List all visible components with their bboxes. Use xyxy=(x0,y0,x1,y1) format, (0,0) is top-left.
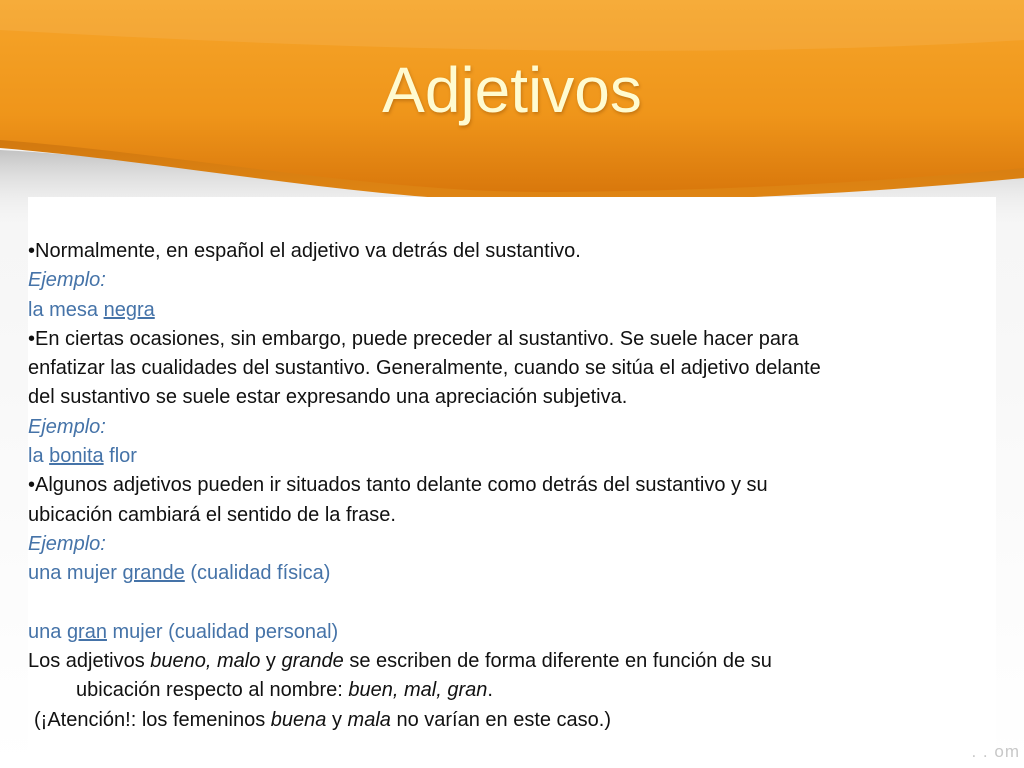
slide-title: Adjetivos xyxy=(382,54,642,126)
p4-text-5: . xyxy=(487,679,493,702)
blank-line xyxy=(28,589,996,618)
example-3b-post: mujer (cualidad personal) xyxy=(106,620,339,643)
p4-italic-3: buen, mal, gran xyxy=(348,679,488,702)
p4-text-2: y xyxy=(260,650,282,673)
example-2-pre: la xyxy=(28,445,50,468)
example-label-3: Ejemplo: xyxy=(28,532,106,555)
footer-watermark: . . om xyxy=(971,742,1020,761)
paragraph-1-bullet: •Normalmente, en español el adjetivo va detrás del sustantivo. xyxy=(28,240,581,262)
paragraph-4-line-2 xyxy=(28,676,996,705)
paragraph-2-line-3: del sustantivo se suele estar expresando una apreciación subjetiva. xyxy=(28,386,628,409)
example-3b-adjective: gran xyxy=(66,620,107,643)
paragraph-3-line-1: •Algunos adjetivos pueden ir situados tanto delante como detrás del sustantivo y su xyxy=(28,474,768,497)
example-1-text: la mesa xyxy=(28,298,104,321)
p5-text-2: y xyxy=(326,708,348,731)
p5-italic-1: buena xyxy=(270,708,327,731)
example-2-adjective: bonita xyxy=(49,445,104,468)
paragraph-2-line-2: enfatizar las cualidades del sustantivo. Generalmente, cuando se sitúa el adjetivo delante xyxy=(28,357,821,380)
example-2-post: flor xyxy=(103,445,137,468)
paragraph-5 xyxy=(28,706,996,735)
p5-italic-2: mala xyxy=(347,708,391,731)
example-label-2: Ejemplo: xyxy=(28,415,106,438)
paragraph-4-line-1 xyxy=(28,647,996,676)
p4-text-4: ubicación respecto al nombre: xyxy=(76,679,349,702)
example-3b-pre: una xyxy=(28,620,67,643)
p4-text-1: Los adjetivos xyxy=(28,650,151,673)
content-body xyxy=(28,237,996,735)
paragraph-3-line-2: ubicación cambiará el sentido de la frase. xyxy=(28,503,396,526)
example-1 xyxy=(28,296,996,325)
example-1-adjective: negra xyxy=(103,298,155,321)
paragraph-2-line-1: •En ciertas ocasiones, sin embargo, puede preceder al sustantivo. Se suele hacer para xyxy=(28,327,799,350)
p5-text-3: no varían en este caso.) xyxy=(390,708,612,731)
p5-text-1: (¡Atención!: los femeninos xyxy=(34,708,271,731)
example-3a xyxy=(28,559,996,588)
example-3a-post: (cualidad física) xyxy=(184,562,331,585)
example-2 xyxy=(28,442,996,471)
example-3b xyxy=(28,618,996,647)
p4-text-3: se escriben de forma diferente en función de su xyxy=(343,650,772,673)
p4-italic-1: bueno, malo xyxy=(150,650,261,673)
example-label-1: Ejemplo: xyxy=(28,269,106,292)
example-3a-pre: una mujer xyxy=(28,562,123,585)
example-3a-adjective: grande xyxy=(122,562,185,585)
p4-italic-2: grande xyxy=(281,650,344,673)
